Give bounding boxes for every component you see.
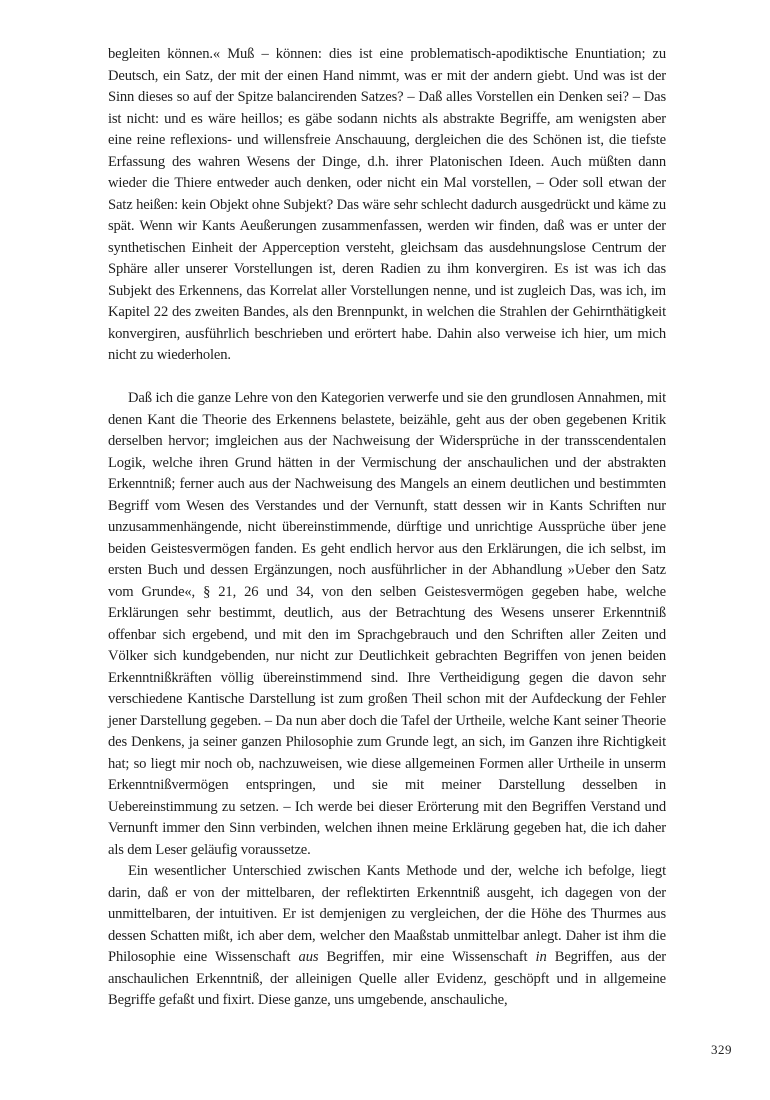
- paragraph-categories-critique: Daß ich die ganze Lehre von den Kategorien verwerfe und sie den grundlosen Annahmen, mit denen Kant die Theorie des Erkennens belastete, beizähle, geht aus der oben gegebenen Kritik derselben hervor; imgleichen aus der Nachweisung der Widersprüche in der transscendentalen Logik, welche ihren Grund hätten in der Vermischung der anschaulichen und der abstrakten Erkenntniß; ferner auch aus der Nachweisung des Mangels an einem deutlichen und bestimmten Begriff vom Wesen des Verstandes und der Vernunft, statt dessen wir in Kants Schriften nur unzusammenhängende, nicht übereinstimmende, dürftige und unrichtige Aussprüche über jene beiden Geistesvermögen fanden. Es geht endlich hervor aus den Erklärungen, die ich selbst, im ersten Buch und dessen Ergänzungen, noch ausführlicher in der Abhandlung »Ueber den Satz vom Grunde«, § 21, 26 und 34, von den selben Geistesvermögen gegeben habe, welche Erklärungen sehr bestimmt, deutlich, aus der Betrachtung des Wesens unserer Erkenntniß offenbar sich ergebend, und mit den im Sprachgebrauch und den Schriften aller Zeiten und Völker sich kundgebenden, nur nicht zur Deutlichkeit gebrachten Begriffen von jenen beiden Erkenntnißkräften völlig übereinstimmend sind. Ihre Vertheidigung gegen die davon sehr verschiedene Kantische Darstellung ist zum großen Theil schon mit der Aufdeckung der Fehler jener Darstellung gegeben. – Da nun aber doch die Tafel der Urtheile, welche Kant seiner Theorie des Denkens, ja seiner ganzen Philosophie zum Grunde legt, an sich, im Ganzen ihre Richtigkeit hat; so liegt mir noch ob, nachzuweisen, wie diese allgemeinen Formen aller Urtheile in unserm Erkenntnißvermögen entspringen, und sie mit meiner Darstellung desselben in Uebereinstimmung zu setzen. – Ich werde bei dieser Erörterung mit den Begriffen Verstand und Vernunft immer den Sinn verbinden, welchen ihnen meine Erklärung gegeben hat, die ich daher als dem Leser geläufig voraussetze.: [108, 390, 666, 858]
- paragraph-method-difference: [108, 861, 666, 1012]
- text-block: [108, 44, 666, 1012]
- paragraph-text-segment: Begriffen, mir eine Wissenschaft: [318, 949, 536, 965]
- page-number: 329: [711, 1042, 732, 1057]
- paragraph-text-segment: Ein wesentlicher Unterschied zwischen Kants Methode und der, welche ich befolge, liegt darin, daß er von der mittelbaren, der reflektirten Erkenntniß ausgeht, ich dagegen von der unmittelbaren, der intuitiven. Er ist demjenigen zu vergleichen, der die Höhe des Thurmes aus dessen Schatten mißt, ich aber dem, welcher den Maaßstab unmittelbar anlegt. Daher ist ihm die Philosophie eine Wissenschaft: [108, 863, 666, 965]
- italic-term-in: in: [535, 949, 547, 965]
- paragraph-continuation: begleiten können.« Muß – können: dies ist eine problematisch-apodiktische Enuntiation; zu Deutsch, ein Satz, der mit der einen Hand nimmt, was er mit der andern giebt. Und was ist der Sinn dieses so auf der Spitze balancirenden Satzes? – Daß alles Vorstellen ein Denken sei? – Das ist nicht: und es wäre heillos; es gäbe sodann nichts als abstrakte Begriffe, am wenigsten aber eine reine reflexions- und willensfreie Anschauung, dergleichen die des Schönen ist, die tiefste Erfassung des wahren Wesens der Dinge, d.h. ihrer Platonischen Ideen. Auch müßten dann wieder die Thiere entweder auch denken, oder nicht ein Mal vorstellen, – Oder soll etwan der Satz heißen: kein Objekt ohne Subjekt? Das wäre sehr schlecht dadurch ausgedrückt und käme zu spät. Wenn wir Kants Aeußerungen zusammenfassen, werden wir finden, daß was er unter der synthetischen Einheit der Apperception versteht, gleichsam das ausdehnungslose Centrum der Sphäre aller unserer Vorstellungen ist, deren Radien zu ihm konvergiren. Es ist was ich das Subjekt des Erkennens, das Korrelat aller Vorstellungen nenne, und ist zugleich Das, was ich, im Kapitel 22 des zweiten Bandes, als den Brennpunkt, in welchen die Strahlen der Gehirnthätigkeit konvergiren, ausführlich beschrieben und erörtert habe. Dahin also verweise ich hier, um mich nicht zu wiederholen.: [108, 46, 666, 363]
- italic-term-aus: aus: [298, 949, 319, 965]
- paragraph-text-segment: Begriffen, aus der anschaulichen Erkenntniß, der alleinigen Quelle aller Evidenz, geschöpft und in allgemeine Begriffe gefaßt und fixirt. Diese ganze, uns umgebende, anschauliche,: [108, 949, 667, 1008]
